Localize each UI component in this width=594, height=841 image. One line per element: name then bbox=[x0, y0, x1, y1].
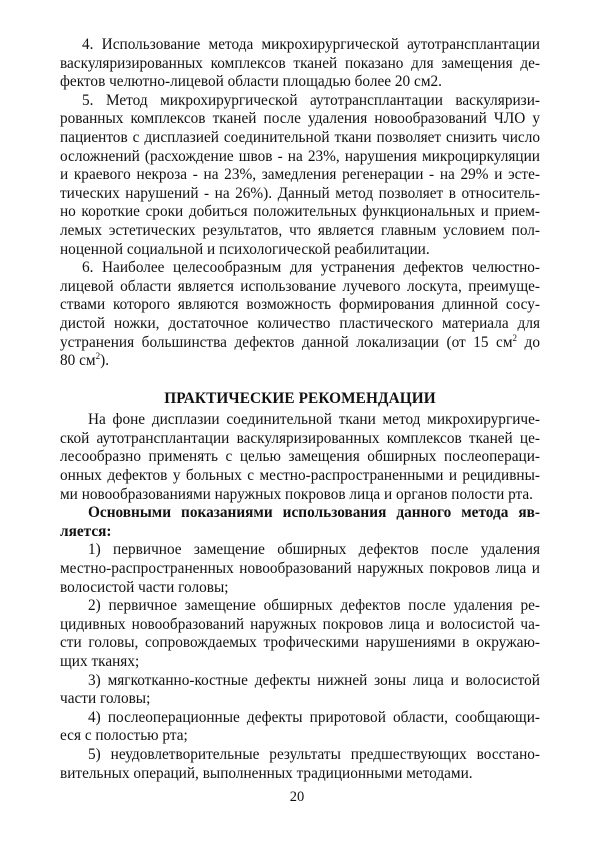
indication-item-5 bbox=[60, 746, 540, 783]
text-line: онных дефектов у больных с местно-распространенными и рецидивны- bbox=[60, 467, 540, 485]
indication-item-2 bbox=[60, 597, 540, 671]
text-line: Основными показаниями использования данного метода яв- bbox=[88, 504, 540, 522]
conclusion-item-5 bbox=[60, 92, 540, 259]
text-line: лицевой области является использование лучевого лоскута, преимуще- bbox=[60, 277, 540, 295]
text-line: сти головы, сопровождаемых трофическими нарушениями в окружаю- bbox=[60, 634, 540, 652]
text-line: но короткие сроки добиться положительных функциональных и прием- bbox=[60, 203, 540, 221]
superscript: 2 bbox=[95, 351, 101, 361]
page-body bbox=[60, 36, 540, 783]
text-line: еся с полостью рта; bbox=[60, 727, 188, 745]
text-line: фектов челютно-лицевой области площадью более 20 см2. bbox=[60, 73, 442, 91]
text-line: местно-распространенных новообразований наружных покровов лица и bbox=[60, 560, 540, 578]
text-line: щих тканях; bbox=[60, 653, 140, 670]
text-line bbox=[60, 352, 540, 371]
text-line: 4. Использование метода микрохирургической аутотрансплантации bbox=[82, 36, 540, 53]
area-text: устранения большинства дефектов данной локализации (от 15 см bbox=[60, 333, 513, 351]
section-heading: ПРАКТИЧЕСКИЕ РЕКОМЕНДАЦИИ bbox=[164, 389, 436, 407]
text-line: 4) послеоперационные дефекты приротовой области, сообщающи- bbox=[88, 708, 540, 726]
text-line: ляется: bbox=[60, 522, 112, 540]
indication-item-4 bbox=[60, 709, 540, 746]
text-line: части головы; bbox=[60, 690, 151, 708]
text-line: рованных комплексов тканей после удаления новообразований ЧЛО у bbox=[60, 110, 540, 128]
text-line: дистой ножки, достаточное количество пластического материала для bbox=[60, 314, 540, 332]
text-line: цидивных новообразований наружных покровов лица и волосистой ча- bbox=[60, 615, 540, 633]
recommendations-intro bbox=[60, 411, 540, 504]
area-text: 80 см bbox=[60, 352, 96, 370]
indications-lead bbox=[60, 504, 540, 541]
text-line: волосистой части головы; bbox=[60, 578, 229, 596]
text-line: 5. Метод микрохирургической аутотрансплантации васкуляризи- bbox=[82, 91, 540, 109]
page-number: 20 bbox=[289, 789, 305, 805]
conclusion-item-6 bbox=[60, 259, 540, 371]
text-line: и краевого некроза - на 23%, замедления регенерации - на 29% и эсте- bbox=[60, 166, 540, 184]
conclusion-item-4 bbox=[60, 36, 540, 92]
text-line: лемых эстетических результатов, что является главным условием пол- bbox=[60, 221, 540, 239]
text-line: тических нарушений - на 26%). Данный метод позволяет в относитель- bbox=[60, 184, 540, 202]
indication-item-3 bbox=[60, 672, 540, 709]
text-line: 2) первичное замещение обширных дефектов после удаления ре- bbox=[88, 597, 540, 615]
text-line: васкуляризированных комплексов тканей показано для замещения де- bbox=[60, 54, 540, 72]
text-line: 1) первичное замещение обширных дефектов после удаления bbox=[88, 541, 540, 559]
text-line: 6. Наиболее целесообразным для устранения дефектов челюстно- bbox=[82, 259, 540, 277]
text-line: ской аутотрансплантации васкуляризированных комплексов тканей це- bbox=[60, 429, 540, 447]
text-line: пациентов с дисплазией соединительной ткани позволяет снизить число bbox=[60, 128, 540, 146]
text-line: ми новообразованиями наружных покровов лица и органов полости рта. bbox=[60, 485, 534, 503]
text-line: лесообразно применять с целью замещения обширных послеопераци- bbox=[60, 448, 540, 466]
text-line: осложнений (расхождение швов - на 23%, нарушения микроциркуляции bbox=[60, 147, 540, 165]
text-line: На фоне дисплазии соединительной ткани метод микрохирургиче- bbox=[88, 411, 540, 429]
area-text-tail: до bbox=[517, 333, 540, 351]
superscript: 2 bbox=[512, 332, 518, 343]
text-line: 3) мягкотканно-костные дефекты нижней зоны лица и волосистой bbox=[88, 671, 540, 689]
text-line: ноценной социальной и психологической реабилитации. bbox=[60, 240, 430, 258]
text-line: ствами которого являются возможность формирования длинной сосу- bbox=[60, 296, 540, 314]
text-line bbox=[60, 334, 540, 353]
area-text-tail: ). bbox=[100, 352, 110, 370]
text-line: вительных операций, выполненных традиционными методами. bbox=[60, 764, 473, 782]
text-line: 5) неудовлетворительные результаты предшествующих восстано- bbox=[88, 745, 540, 763]
indication-item-1 bbox=[60, 541, 540, 597]
